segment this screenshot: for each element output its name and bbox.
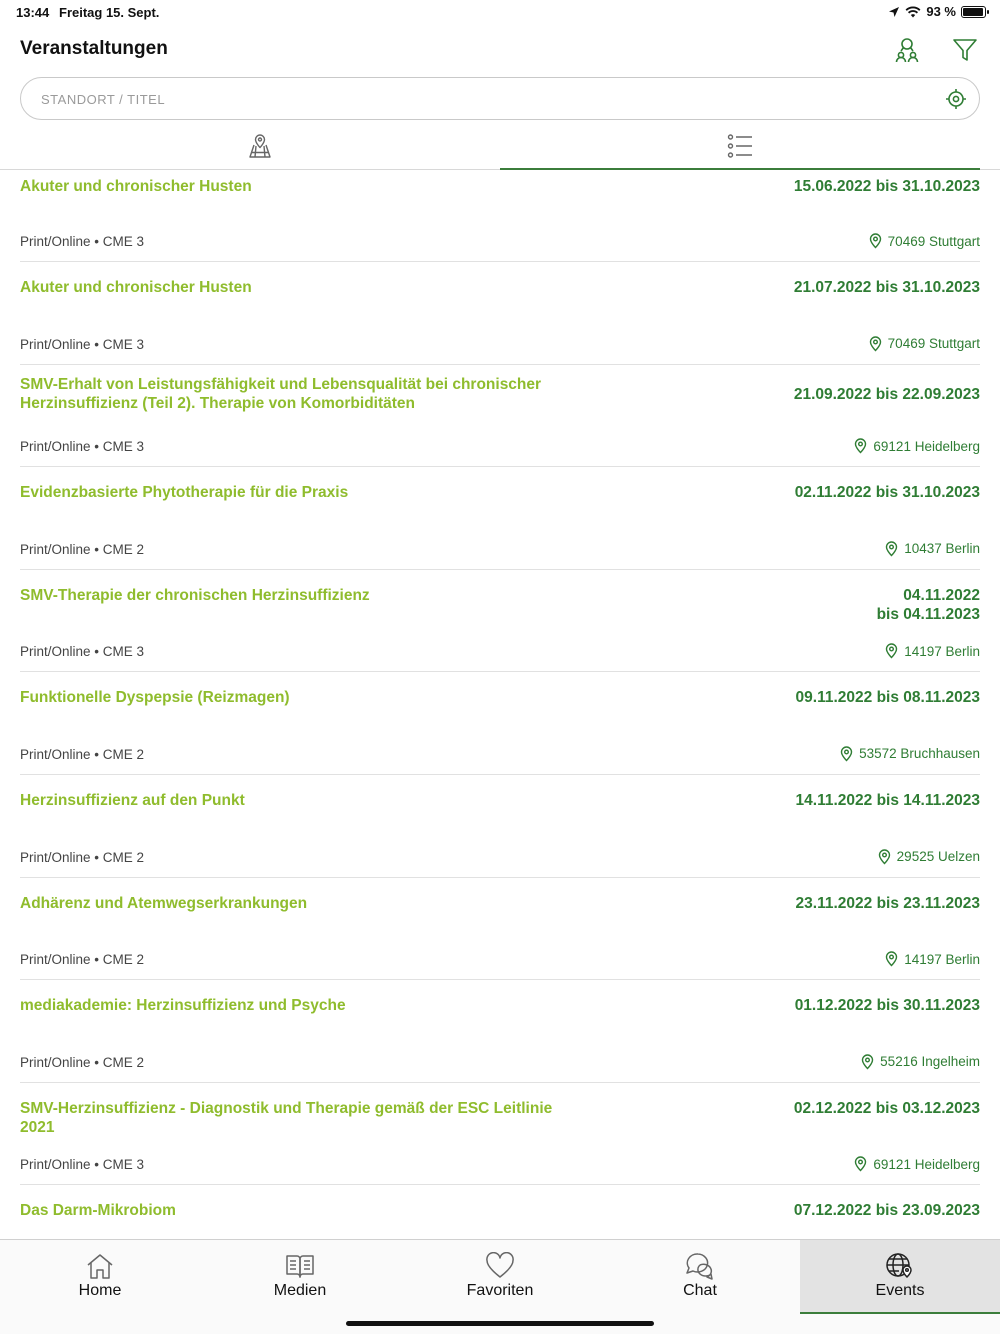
header: [0, 24, 1000, 74]
event-title: Das Darm-Mikrobiom: [20, 1202, 176, 1220]
location-pin-icon: [885, 541, 898, 557]
filter-button[interactable]: [947, 32, 983, 68]
tab-list-view[interactable]: [500, 122, 980, 169]
event-location: [861, 1054, 980, 1070]
event-title: Evidenzbasierte Phytotherapie für die Praxis: [20, 484, 349, 502]
event-title: Akuter und chronischer Husten: [20, 279, 252, 296]
event-date: 21.07.2022 bis 31.10.2023: [793, 279, 980, 296]
tab-home-label: Home: [78, 1282, 122, 1299]
event-date: 09.11.2022 bis 08.11.2023: [795, 689, 980, 707]
page-title: Veranstaltungen: [20, 38, 168, 59]
home-indicator: [346, 1321, 654, 1326]
event-title: SMV-Erhalt von Leistungsfähigkeit und Lebensqualität bei chronischer Herzinsuffizienz (Teil 2). Therapie von Komorbiditäten: [20, 375, 542, 412]
status-indicators: [888, 4, 986, 19]
event-meta: Print/Online • CME 3: [20, 644, 145, 660]
event-location-text: 14197 Berlin: [904, 643, 980, 659]
event-meta: Print/Online • CME 2: [20, 541, 145, 557]
event-location-text: 70469 Stuttgart: [887, 233, 980, 249]
tab-events-label: Events: [875, 1282, 925, 1299]
locate-button[interactable]: [943, 86, 969, 112]
event-row[interactable]: [20, 262, 980, 365]
location-pin-icon: [840, 746, 853, 762]
event-meta: Print/Online • CME 3: [20, 336, 145, 352]
event-meta: Print/Online • CME 2: [20, 746, 145, 762]
event-row[interactable]: [20, 672, 980, 775]
tab-medien[interactable]: [200, 1240, 400, 1314]
event-row[interactable]: [20, 878, 980, 981]
search-field: [20, 77, 980, 120]
event-date: [560, 586, 980, 624]
event-date: 07.12.2022 bis 23.09.2023: [793, 1202, 980, 1220]
location-pin-icon: [885, 643, 898, 659]
event-row[interactable]: [20, 171, 980, 262]
event-date: 15.06.2022 bis 31.10.2023: [793, 178, 980, 195]
event-title: mediakademie: Herzinsuffizienz und Psyche: [20, 997, 346, 1015]
event-location: [869, 233, 980, 249]
battery-percent: 93 %: [926, 4, 956, 19]
location-pin-icon: [869, 233, 882, 249]
map-icon: [248, 133, 272, 159]
list-icon: [727, 133, 753, 159]
event-location: [885, 951, 980, 967]
event-location-text: 69121 Heidelberg: [873, 1156, 980, 1172]
event-date: 02.12.2022 bis 03.12.2023: [793, 1099, 980, 1117]
status-time: 13:44: [16, 5, 50, 20]
experts-icon: [893, 36, 921, 64]
event-title: Adhärenz und Atemwegserkrankungen: [20, 894, 308, 912]
event-meta: Print/Online • CME 2: [20, 952, 145, 968]
event-row[interactable]: [20, 365, 980, 468]
filter-icon: [952, 37, 978, 63]
bottom-tab-bar: [0, 1239, 1000, 1334]
status-bar: [0, 0, 1000, 24]
event-meta: Print/Online • CME 3: [20, 234, 145, 249]
event-date: 21.09.2022 bis 22.09.2023: [793, 385, 980, 403]
tab-events[interactable]: [800, 1240, 1000, 1314]
location-pin-icon: [878, 849, 891, 865]
wifi-icon: [905, 6, 921, 18]
location-arrow-icon: [888, 6, 900, 18]
event-date: 01.12.2022 bis 30.11.2023: [794, 997, 980, 1015]
tab-chat-label: Chat: [683, 1282, 717, 1299]
book-icon: [285, 1252, 315, 1280]
experts-button[interactable]: [889, 32, 925, 68]
home-icon: [85, 1252, 115, 1280]
event-meta: Print/Online • CME 2: [20, 849, 145, 865]
globe-pin-icon: [885, 1252, 915, 1280]
chat-icon: [685, 1252, 715, 1280]
event-title: Funktionelle Dyspepsie (Reizmagen): [20, 689, 290, 707]
event-date-end: bis 04.11.2023: [876, 605, 980, 623]
event-location: [840, 746, 980, 762]
event-location: [869, 336, 980, 352]
location-pin-icon: [854, 438, 867, 454]
tab-favoriten[interactable]: [400, 1240, 600, 1314]
event-date: 02.11.2022 bis 31.10.2023: [794, 484, 980, 502]
event-date: 23.11.2022 bis 23.11.2023: [795, 894, 980, 912]
event-location: [854, 1156, 980, 1172]
location-pin-icon: [869, 336, 882, 352]
event-date-start: 04.11.2022: [903, 586, 980, 604]
location-pin-icon: [854, 1156, 867, 1172]
event-location-text: 55216 Ingelheim: [880, 1054, 980, 1070]
event-row[interactable]: [20, 570, 980, 673]
event-location: [885, 541, 980, 557]
event-title: SMV-Herzinsuffizienz - Diagnostik und Therapie gemäß der ESC Leitlinie 2021: [20, 1099, 553, 1136]
event-location: [885, 643, 980, 659]
event-date: 14.11.2022 bis 14.11.2023: [795, 791, 980, 809]
tab-medien-label: Medien: [273, 1282, 327, 1299]
location-pin-icon: [861, 1054, 874, 1070]
battery-icon: [961, 6, 986, 18]
location-pin-icon: [885, 951, 898, 967]
tab-chat[interactable]: [600, 1240, 800, 1314]
event-title: SMV-Therapie der chronischen Herzinsuffizienz: [20, 586, 370, 604]
event-location-text: 53572 Bruchhausen: [859, 746, 980, 762]
event-location: [854, 438, 980, 454]
event-location-text: 14197 Berlin: [904, 951, 980, 967]
event-list: [0, 171, 1000, 1239]
event-row[interactable]: [20, 775, 980, 878]
event-row[interactable]: [20, 980, 980, 1083]
event-location-text: 69121 Heidelberg: [873, 438, 980, 454]
crosshair-icon: [945, 88, 967, 110]
event-meta: Print/Online • CME 2: [20, 1054, 145, 1070]
event-row[interactable]: [20, 1185, 980, 1239]
tab-favoriten-label: Favoriten: [466, 1282, 534, 1299]
event-meta: Print/Online • CME 3: [20, 1157, 145, 1173]
search-input[interactable]: [41, 88, 921, 110]
event-location: [878, 849, 980, 865]
event-title: Akuter und chronischer Husten: [20, 178, 252, 195]
heart-icon: [485, 1252, 515, 1280]
event-title: Herzinsuffizienz auf den Punkt: [20, 791, 245, 809]
event-meta: Print/Online • CME 3: [20, 439, 145, 455]
event-location-text: 70469 Stuttgart: [887, 336, 980, 352]
tab-home[interactable]: [0, 1240, 200, 1314]
view-tabs: [0, 122, 1000, 170]
status-date: Freitag 15. Sept.: [59, 5, 160, 20]
event-row[interactable]: [20, 467, 980, 570]
event-location-text: 10437 Berlin: [904, 541, 980, 557]
event-row[interactable]: [20, 1083, 980, 1186]
tab-map-view[interactable]: [20, 122, 500, 169]
event-location-text: 29525 Uelzen: [896, 849, 980, 865]
